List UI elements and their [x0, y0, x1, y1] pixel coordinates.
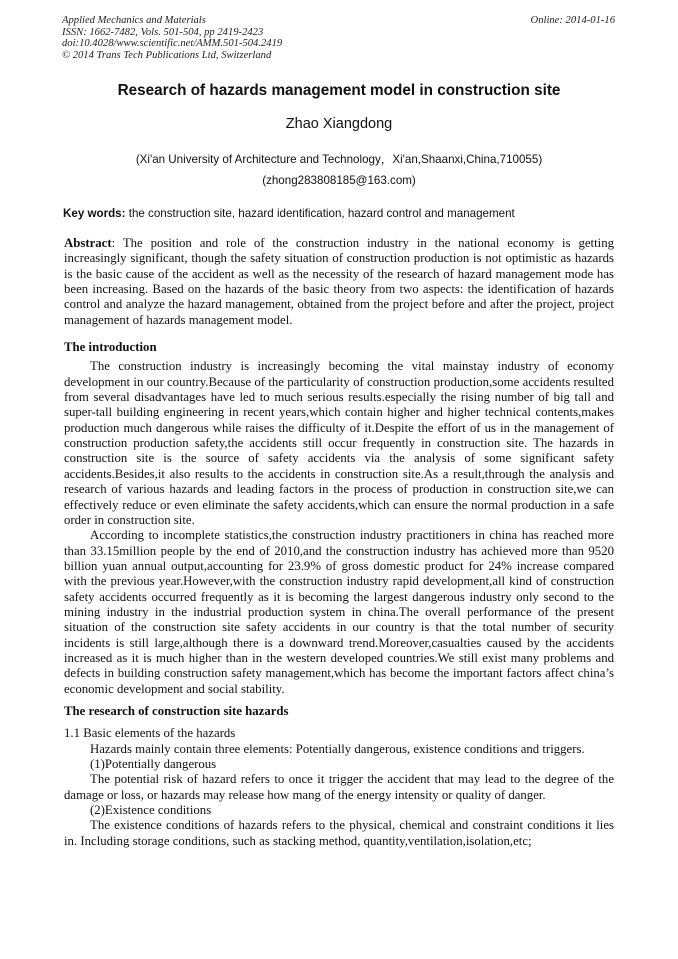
- paper-body: [64, 236, 614, 849]
- abstract: [64, 236, 614, 328]
- subsection-1-1: 1.1 Basic elements of the hazards: [64, 726, 236, 741]
- author-email: (zhong283808185@163.com): [262, 174, 416, 187]
- intro-paragraph-1: The construction industry is increasingly becoming the vital mainstay industry of economy development in our country.Because of the particularity of construction production,some accidents resulted from several disadvantages have led to much serious results.especially the rising number of big tall and super-tall building engineering in recent years,which contain higher and higher technical contents,makes production much dangerous while raises the difficulty of it.Despite the effort of us in the management of construction production safety,the accidents still occur frequently in construction site. The hazards in construction site is the source of safety accidents via the analysis of some significant safety accidents.Besides,it also results to the accidents in construction site.As a result,through the analysis and research of various hazards and leading factors in the process of production in construction site,we can effectively reduce or even eliminate the safety accidents,which can ensure the normal production in a safe order in construction site.: [64, 359, 614, 527]
- abstract-text: : The position and role of the construction industry in the national economy is getting increasingly significant, though the safety situation of construction production is not optimistic as hazards is the basic cause of the accident as well as the necessity of the research of hazard management mode has been increasing. Based on the hazards of the basic theory from two aspects: the identification of hazards control and analyze the hazard management, obtained from the project before and after the project, project management of hazards management model.: [64, 236, 614, 327]
- research-heading: The research of construction site hazards: [64, 703, 289, 718]
- paper-title: Research of hazards management model in construction site: [117, 82, 561, 99]
- item-2-heading: (2)Existence conditions: [90, 803, 212, 818]
- author-name: Zhao Xiangdong: [285, 116, 393, 132]
- keywords: [63, 207, 623, 220]
- elements-paragraph: Hazards mainly contain three elements: Potentially dangerous, existence conditions and triggers.: [90, 741, 585, 756]
- copyright-line: © 2014 Trans Tech Publications Ltd, Switzerland: [62, 49, 272, 61]
- doi-line: doi:10.4028/www.scientific.net/AMM.501-504.2419: [62, 38, 283, 50]
- journal-header: [62, 15, 615, 61]
- issn-line: ISSN: 1662-7482, Vols. 501-504, pp 2419-2423: [62, 26, 264, 38]
- affiliation: (Xi'an University of Architecture and Technology，Xi'an,Shaanxi,China,710055): [135, 153, 543, 166]
- item-1-heading: (1)Potentially dangerous: [90, 757, 217, 771]
- intro-heading: The introduction: [64, 340, 157, 355]
- item-2-paragraph: The existence conditions of hazards refers to the physical, chemical and constraint conditions it lies in. Including storage conditions, such as stacking method, quantity,ventilation,isolation,etc;: [64, 818, 614, 848]
- online-date: Online: 2014-01-16: [530, 15, 615, 26]
- item-1-paragraph: The potential risk of hazard refers to once it trigger the accident that may lead to the degree of the damage or loss, or hazards may release how mang of the energy intensity or quality of danger.: [64, 772, 614, 802]
- intro-paragraph-2: According to incomplete statistics,the construction industry practitioners in china has reached more than 33.15million people by the end of 2010,and the construction industry has achieved more than 9520 billion yuan annual output,accounting for 23.9% of gross domestic product for 24% increase compared with the previous year.However,with the construction industry rapid development,all kind of construction safety accidents occurred frequently as it is becoming the largest dangerous industry only second to the mining industry in the industrial production system in china.The overall performance of the present situation of the construction site safety accidents in our country is that the total number of security incidents is still large,although there is a downward trend.Moreover,casualties caused by the accidents increased as it is much higher than in the western developed countries.We still exist many problems and defects in building construction safety management,which has become the important factors affect china’s economic development and social stability.: [64, 528, 614, 696]
- abstract-label: Abstract: [64, 236, 112, 250]
- keywords-text: the construction site, hazard identification, hazard control and management: [125, 207, 515, 220]
- journal-name: Applied Mechanics and Materials: [62, 15, 206, 26]
- keywords-label: Key words:: [63, 207, 126, 220]
